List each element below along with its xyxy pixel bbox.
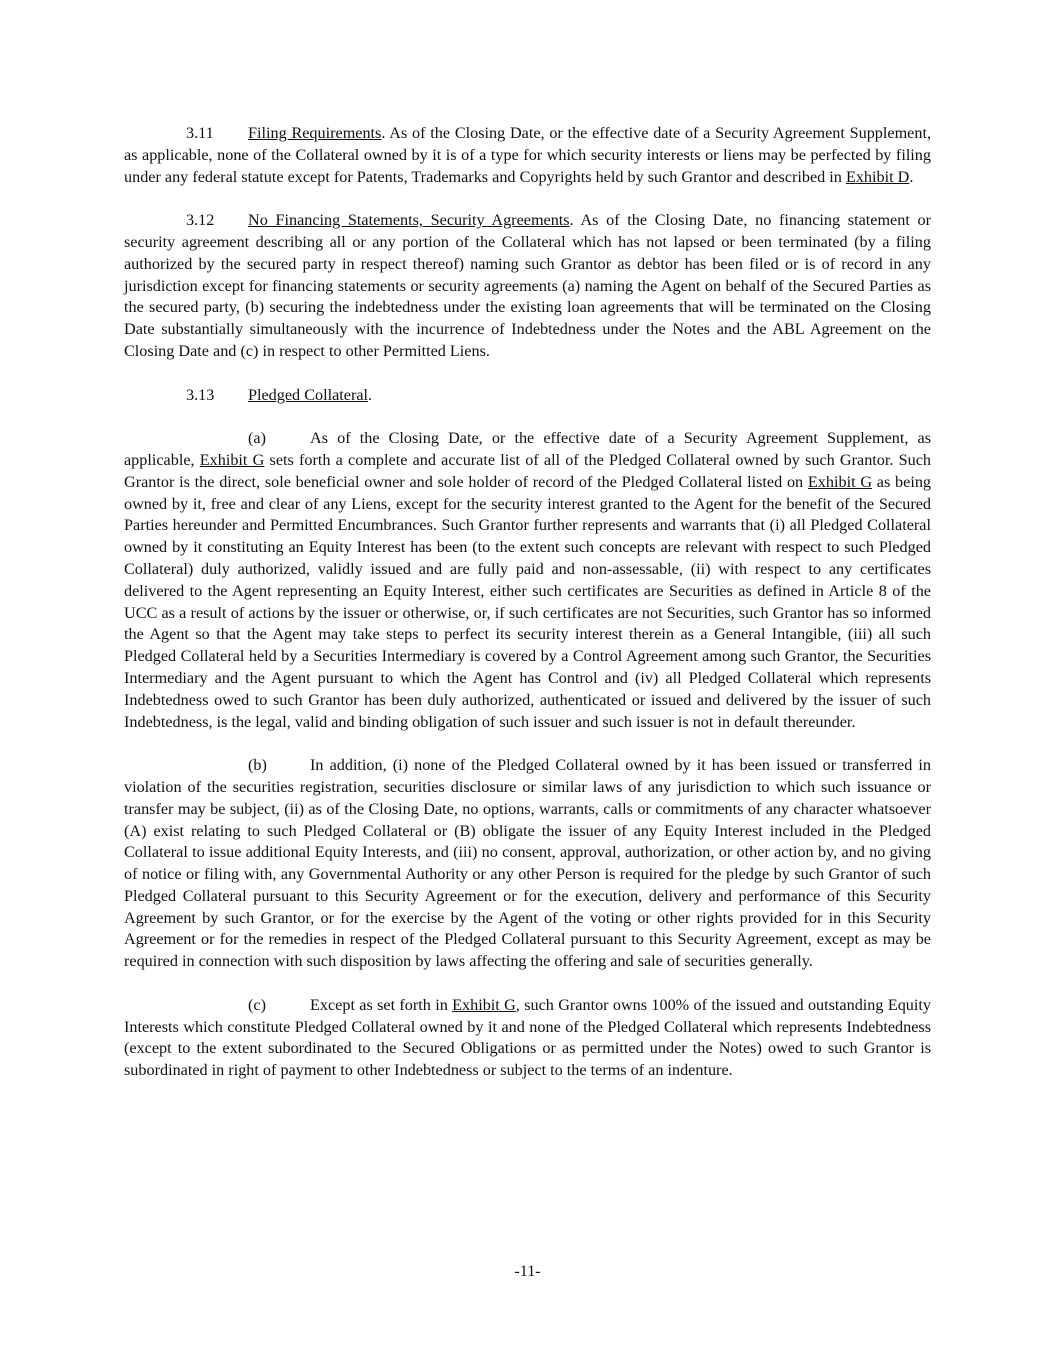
subsection-text: as being owned by it, free and clear of any Liens, except for the security interest granted to the Agent for the benefit of the Secured Parties hereunder and Permitted Encumbrances. Such Grantor further represents and warrants that (i) all Pledged Collateral owned by it constituting an Equity Interest has been (to the extent such concepts are relevant with respect to such Pledged Collateral) duly authorized, validly issued and are fully paid and non-assessable, (ii) with respect to any certificates delivered to the Agent representing an Equity Interest, either such certificates are Securities as defined in Article 8 of the UCC as a result of actions by the issuer or otherwise, or, if such certificates are not Securities, such Grantor has so informed the Agent so that the Agent may take steps to perfect its security interest therein as a General Intangible, (iii) all such Pledged Collateral held by a Securities Intermediary is covered by a Control Agreement among such Grantor, the Securities Intermediary and the Agent pursuant to which the Agent has Control and (iv) all Pledged Collateral which represents Indebtedness owed to such Grantor has been duly authorized, authenticated or issued and delivered by the issuer of such Indebtedness, is the legal, valid and binding obligation of such issuer and such issuer is not in default thereunder. — [124, 472, 932, 731]
section-3-13 — [124, 385, 931, 407]
subsection-text: In addition, (i) none of the Pledged Collateral owned by it has been issued or transferred in violation of the securities registration, securities disclosure or similar laws of any jurisdiction to which such issuance or transfer may be subject, (ii) as of the Closing Date, no options, warrants, calls or commitments of any character whatsoever (A) exist relating to such Pledged Collateral or (B) obligate the issuer of any Equity Interest included in the Pledged Collateral to issue additional Equity Interests, and (iii) no consent, approval, authorization, or other action by, and no giving of notice or filing with, any Governmental Authority or any other Person is required for the pledge by such Grantor of such Pledged Collateral pursuant to this Security Agreement or for the execution, delivery and performance of this Security Agreement by such Grantor, or for the exercise by the Agent of the voting or other rights provided for in this Security Agreement or for the remedies in respect of the Pledged Collateral pursuant to this Security Agreement, except as may be required in connection with such disposition by laws affecting the offering and sale of securities generally. — [124, 756, 931, 971]
section-3-11 — [124, 123, 931, 188]
page-number: -11- — [514, 1262, 541, 1280]
subsection-text: sets forth a complete and accurate list of all of the Pledged Collateral owned by such Grantor. Such Grantor is the direct, sole beneficial owner and sole holder of record of the Pledged Collateral listed on — [124, 450, 932, 491]
section-text: . — [368, 385, 373, 404]
subsection-text: Except as set forth in — [310, 995, 453, 1014]
document-body — [124, 123, 931, 1104]
subsection-label: (c) — [248, 995, 266, 1014]
section-text: . As of the Closing Date, no financing statement or security agreement describing all or any portion of the Collateral which has not lapsed or been terminated (by a filing authorized by the secured party in respect thereof) naming such Grantor as debtor has been filed or is of record in any jurisdiction except for financing statements or security agreements (a) naming the Agent on behalf of the Secured Parties as the secured party, (b) securing the indebtedness under the existing loan agreements that will be terminated on the Closing Date substantially simultaneously with the incurrence of Indebtedness under the Notes and the ABL Agreement on the Closing Date and (c) in respect to other Permitted Liens. — [124, 211, 931, 360]
subsection-text: , such Grantor owns 100% of the issued and outstanding Equity Interests which constitute Pledged Collateral owned by it and none of the Pledged Collateral which represents Indebtedness (except to the extent subordinated to the Secured Obligations or as permitted under the Notes) owed to such Grantor is subordinated in right of payment to other Indebtedness or subject to the terms of an indenture. — [124, 995, 931, 1080]
section-number: 3.13 — [186, 385, 215, 404]
subsection-label: (a) — [248, 429, 266, 448]
exhibit-reference: Exhibit G — [199, 450, 265, 469]
exhibit-reference: Exhibit G — [807, 472, 873, 491]
subsection-label: (b) — [248, 756, 267, 775]
exhibit-reference: Exhibit D — [845, 167, 910, 186]
section-text: . As of the Closing Date, or the effective date of a Security Agreement Supplement, as applicable, none of the Collateral owned by it is of a type for which security interests or liens may be perfected by filing under any federal statute except for Patents, Trademarks and Copyrights held by such Grantor and described in — [124, 124, 931, 186]
section-heading: Filing Requirements — [248, 124, 382, 142]
section-heading: No Financing Statements, Security Agreements — [248, 211, 570, 230]
section-text: . — [909, 167, 914, 186]
section-number: 3.11 — [186, 124, 214, 142]
section-heading: Pledged Collateral — [248, 385, 369, 404]
subsection-text: As of the Closing Date, or the effective date of a Security Agreement Supplement, as applicable, — [124, 429, 931, 469]
section-number: 3.12 — [186, 211, 215, 230]
subsection-a — [124, 428, 931, 733]
section-3-12 — [124, 210, 931, 363]
subsection-c — [124, 995, 931, 1082]
subsection-b — [124, 755, 931, 973]
exhibit-reference: Exhibit G — [452, 995, 516, 1014]
